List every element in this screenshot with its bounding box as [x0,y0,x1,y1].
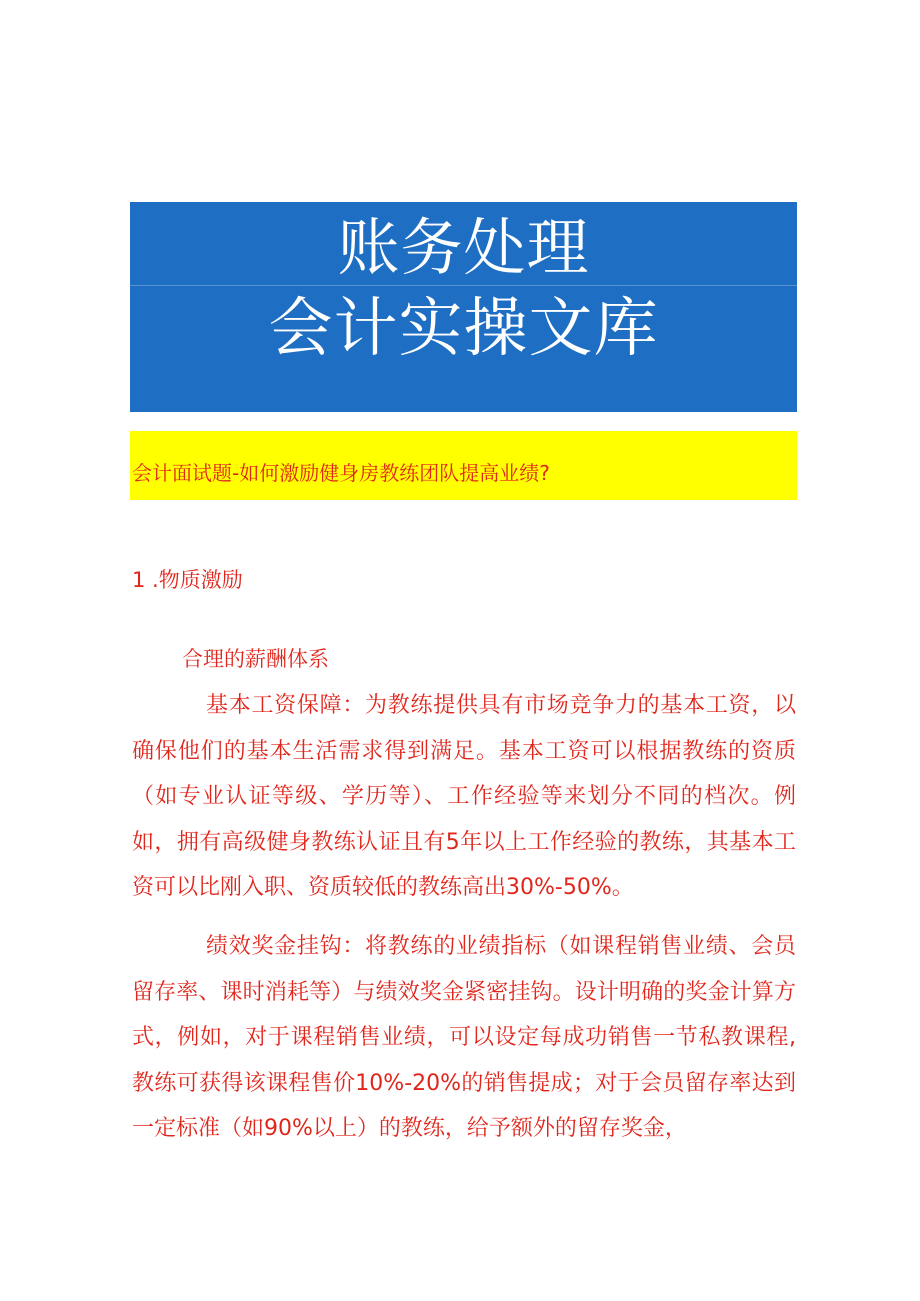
title-banner [130,202,797,412]
banner-divider [130,285,797,286]
section-heading: 1 .物质激励 [132,568,243,592]
sub-heading: 合理的薪酬体系 [182,647,329,671]
banner-title-line2: 会计实操文库 [268,292,659,366]
paragraph-base-salary: 基本工资保障：为教练提供具有市场竞争力的基本工资，以确保他们的基本生活需求得到满足。基本工资可以根据教练的资质（如专业认证等级、学历等）、工作经验等来划分不同的档次。例如，拥有高级健身教练认证且有5年以上工作经验的教练，其基本工资可以比刚入职、资质较低的教练高出30%-50%。 [132,693,796,901]
document-subtitle: 会计面试题-如何激励健身房教练团队提高业绩? [132,461,550,485]
subtitle-bar [130,431,797,500]
banner-title-line1: 账务处理 [337,211,590,284]
paragraph-performance-bonus: 绩效奖金挂钩：将教练的业绩指标（如课程销售业绩、会员留存率、课时消耗等）与绩效奖金紧密挂钩。设计明确的奖金计算方式，例如，对于课程销售业绩，可以设定每成功销售一节私教课程,教练可获得该课程售价10%-20%的销售提成；对于会员留存率达到一定标准（如90%以上）的教练，给予额外的留存奖金， [132,934,796,1142]
